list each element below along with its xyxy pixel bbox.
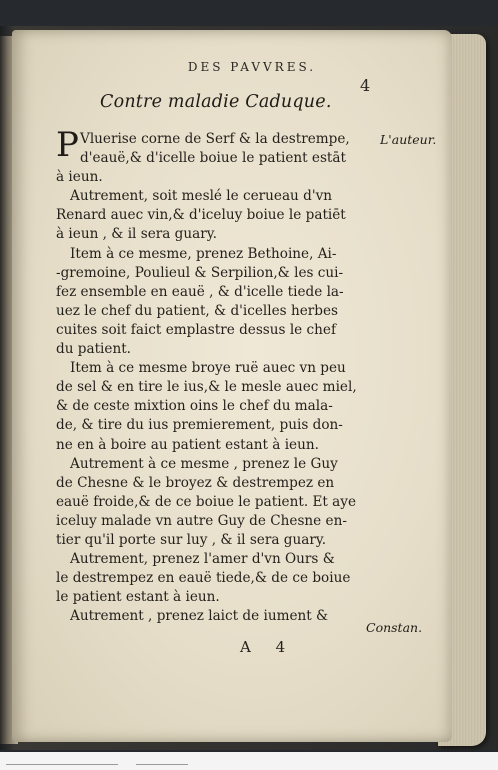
running-head: DES PAVVRES. [187,60,317,74]
text-line: à ieun , & il sera guary. [56,226,217,243]
text-line: de, & tire du ius premierement, puis don- [56,417,343,434]
margin-note-author: L'auteur. [380,132,437,147]
text-line: uez le chef du patient, & d'icelles herbes [56,302,338,319]
page-number: 4 [360,76,371,95]
text-line: Item à ce mesme, prenez Bethoine, Ai- [70,245,337,262]
text-line: Autrement à ce mesme , prenez le Guy [70,455,338,472]
signature-mark: A 4 [240,638,296,656]
text-line: & de ceste mixtion oins le chef du mala- [56,398,333,415]
text-line: le destrempez en eauë tiede,& de ce boiue [56,570,351,587]
text-line: tier qu'il porte sur luy , & il sera guary. [56,531,327,548]
text-line: du patient. [56,341,131,358]
text-line: le patient estant à ieun. [56,589,220,606]
text-line: iceluy malade vn autre Guy de Chesne en- [56,512,347,529]
text-line: Item à ce mesme broye ruë auec vn peu [70,360,346,377]
text-line: de Chesne & le broyez & destrempez en [56,474,335,491]
bottom-strip [0,752,498,770]
bottom-rule [136,764,188,765]
text-line: à ieun. [56,169,103,186]
text-line: fez ensemble en eauë , & d'icelle tiede la- [56,283,344,300]
text-line: Vluerise corne de Serf & la destrempe, [80,131,350,147]
text-line: Autrement , prenez laict de iument & [70,608,329,625]
body-text [56,125,368,626]
text-line: cuites soit faict emplastre dessus le chef [56,321,336,338]
margin-note-catchword: Constan. [366,620,423,635]
text-line: Renard auec vin,& d'iceluy boiue le patiēt [56,207,346,224]
text-line: -gremoine, Poulieul & Serpilion,& les cui- [56,264,344,281]
text-line: Autrement, soit meslé le cerueau d'vn [70,188,333,205]
bottom-rule [6,764,118,765]
section-title: Contre maladie Caduque. [100,92,332,112]
text-line: d'eauë,& d'icelle boiue le patient estāt [80,150,346,167]
drop-capital: P [56,125,79,165]
text-line: eauë froide,& de ce boiue le patient. Et aye [56,493,356,510]
text-line: ne en à boire au patient estant à ieun. [56,436,319,453]
text-line: de sel & en tire le ius,& le mesle auec miel, [56,379,357,396]
text-line: Autrement, prenez l'amer d'vn Ours & [70,551,335,568]
